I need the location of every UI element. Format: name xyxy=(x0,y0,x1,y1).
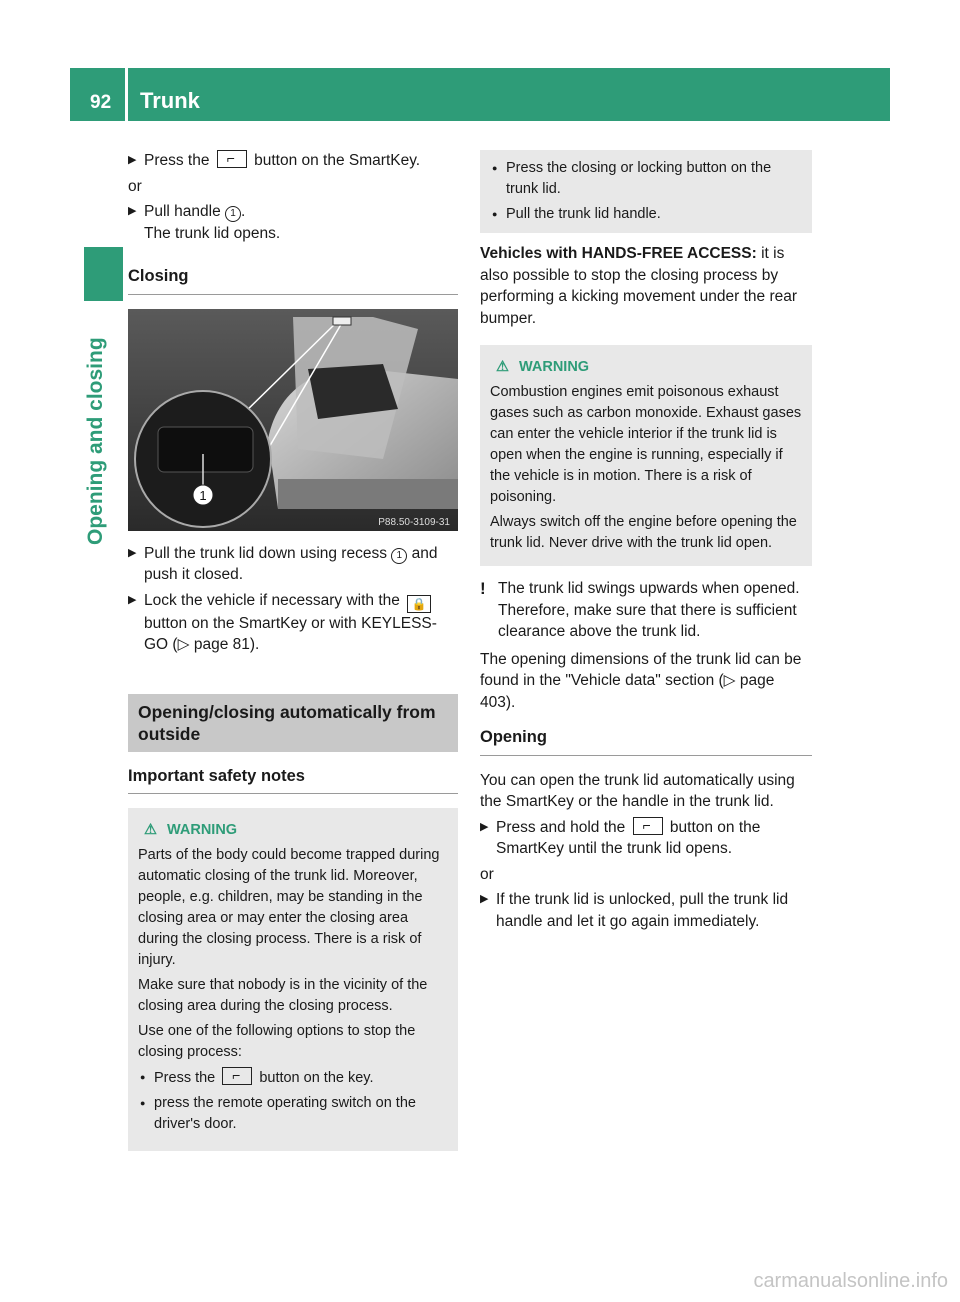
lock-button-icon: 🔒 xyxy=(407,595,431,613)
warning-box xyxy=(128,808,458,1151)
page-header xyxy=(70,68,890,121)
callout-marker: 1 xyxy=(391,548,407,564)
opening-paragraph: You can open the trunk lid automatically using the SmartKey or the handle in the trunk lid. xyxy=(480,771,795,810)
warning-header: ⚠ WARNING xyxy=(490,357,802,378)
warning-text: Make sure that nobody is in the vicinity of the closing area during the closing process. xyxy=(138,977,428,1014)
page-title: Trunk xyxy=(140,88,200,113)
left-column xyxy=(128,150,458,1151)
list-item: ● Press the closing or locking button on the trunk lid. xyxy=(490,158,802,200)
warning-text: Always switch off the engine before opening the trunk lid. Never drive with the trunk lid open. xyxy=(490,514,797,551)
page-link[interactable]: page 81). xyxy=(193,636,260,653)
warning-text: Combustion engines emit poisonous exhaust gases such as carbon monoxide. Exhaust gases can enter the vehicle interior if the trunk lid is open when the engine is running, especially if the vehicle is in motion. There is a risk of poisoning. xyxy=(490,384,802,505)
photo-callout-1: 1 xyxy=(199,487,207,503)
or-text: or xyxy=(480,865,494,883)
warning-icon: ⚠ xyxy=(496,359,509,375)
closing-heading: Closing xyxy=(128,266,458,295)
warning-icon: ⚠ xyxy=(144,822,157,838)
section-heading: Opening/closing automatically from outside xyxy=(128,694,458,752)
side-tab xyxy=(70,121,123,1221)
warning-box xyxy=(480,345,812,566)
trunk-photo xyxy=(128,309,458,531)
trunk-illustration xyxy=(128,309,458,531)
list-item: ● Press the ⌐ button on the key. xyxy=(138,1067,448,1089)
trunk-button-icon xyxy=(222,1067,252,1085)
warning-text: Use one of the following options to stop the closing process: xyxy=(138,1023,416,1060)
page-ref-arrow-icon: ▷ xyxy=(177,636,190,653)
warning-text: Parts of the body could become trapped during automatic closing of the trunk lid. Moreover, people, e.g. children, may be standing in the closing area or may enter the closing area during the closing process. There is a risk of injury. xyxy=(138,847,440,968)
instruction-step: ▶ If the trunk lid is unlocked, pull the trunk lid handle and let it go again immediately. xyxy=(480,889,812,932)
instruction-step: ▶ Press the ⌐ button on the SmartKey. xyxy=(128,150,458,172)
page-ref-arrow-icon: ▷ xyxy=(723,672,736,689)
trunk-button-icon xyxy=(217,150,247,168)
header-divider xyxy=(125,68,128,121)
warning-header: ⚠ WARNING xyxy=(138,820,448,841)
trunk-button-icon xyxy=(633,817,663,835)
list-item: ● press the remote operating switch on the driver's door. xyxy=(138,1093,448,1135)
side-tab-label: Opening and closing xyxy=(84,337,107,545)
handsfree-paragraph: Vehicles with HANDS-FREE ACCESS: it is also possible to stop the closing process by performing a kicking movement under the rear bumper. xyxy=(480,245,798,327)
list-item: ● Pull the trunk lid handle. xyxy=(490,204,802,225)
page-link[interactable]: page 403). xyxy=(480,672,775,711)
note-paragraph: ! The trunk lid swings upwards when opened. Therefore, make sure that there is sufficient clearance above the trunk lid. xyxy=(480,579,800,640)
continued-options-box xyxy=(480,150,812,233)
dimensions-paragraph: The opening dimensions of the trunk lid can be found in the "Vehicle data" section (▷ page 403). xyxy=(480,650,802,711)
image-code: P88.50-3109-31 xyxy=(378,516,450,528)
instruction-step: ▶ Lock the vehicle if necessary with the 🔒 button on the SmartKey or with KEYLESS-GO (▷ page 81). xyxy=(128,590,458,656)
side-tab-marker xyxy=(84,247,123,301)
or-text: or xyxy=(128,177,142,195)
right-column xyxy=(480,150,812,936)
page-number: 92 xyxy=(90,92,112,113)
instruction-step: ▶ Press and hold the ⌐ button on the SmartKey until the trunk lid opens. xyxy=(480,817,812,860)
caution-icon: ! xyxy=(480,579,486,598)
watermark: carmanualsonline.info xyxy=(753,1270,948,1292)
opening-heading: Opening xyxy=(480,727,812,756)
instruction-step: ▶ Pull the trunk lid down using recess 1 and push it closed. xyxy=(128,543,458,586)
safety-heading: Important safety notes xyxy=(128,766,458,795)
instruction-step: ▶ Pull handle 1 . The trunk lid opens. xyxy=(128,201,458,244)
callout-marker: 1 xyxy=(225,206,241,222)
